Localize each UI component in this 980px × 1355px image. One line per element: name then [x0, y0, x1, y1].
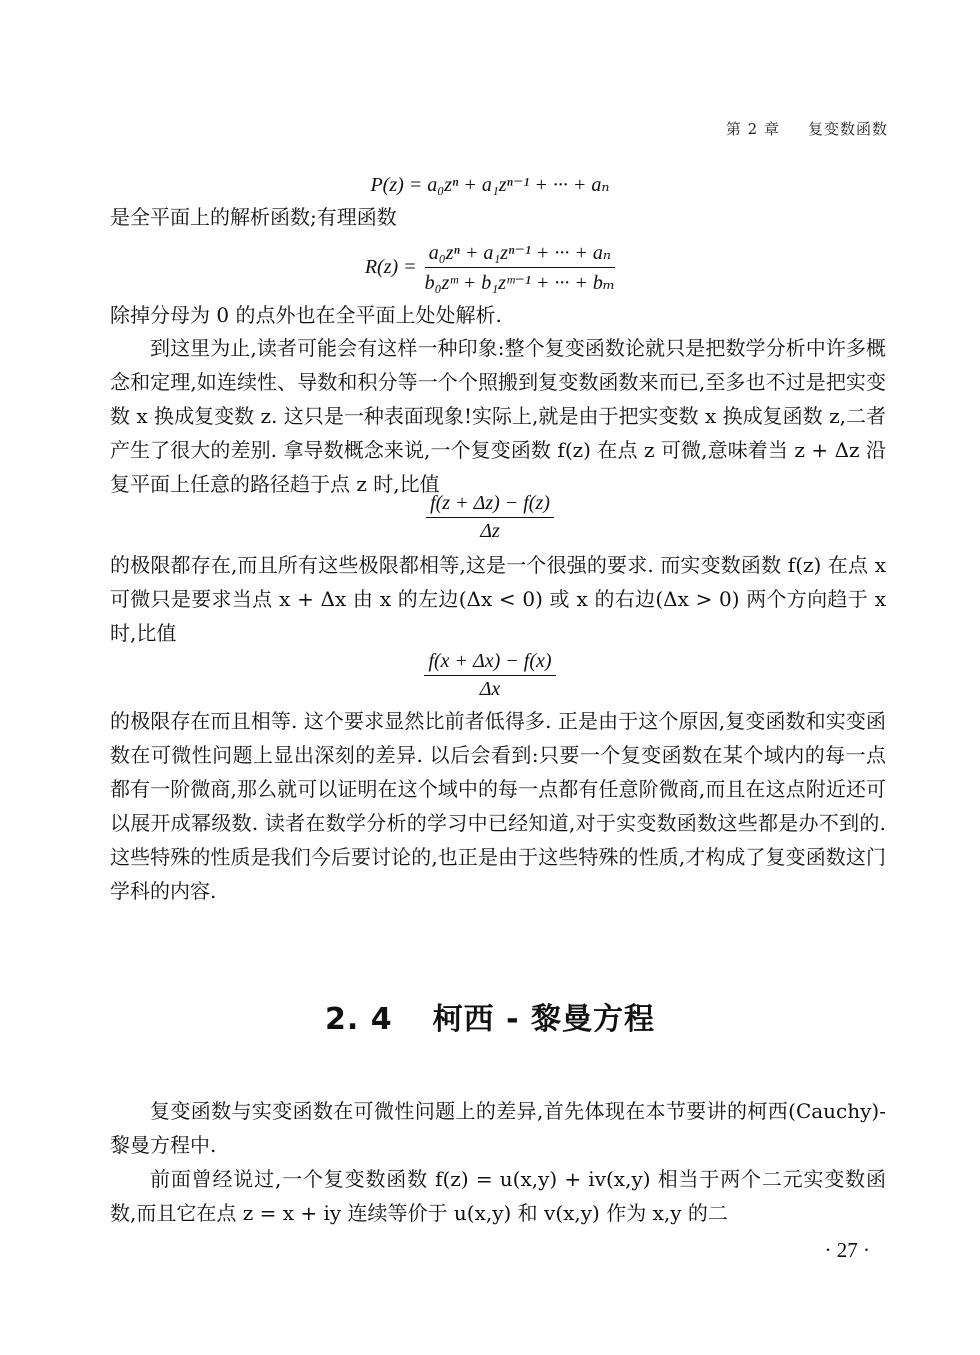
paragraph-3 — [110, 331, 886, 501]
paragraph-2 — [110, 298, 886, 332]
paragraph-5-text: 的极限存在而且相等. 这个要求显然比前者低得多. 正是由于这个原因,复变函数和实变函数在可微性问题上显出深刻的差异. 以后会看到:只要一个复变函数在某个域内的每一点都有一阶微商,那么就可以证明在这个域中的每一点都有任意阶微商,而且在这点附近还可以展开成幂级数. 读者在数学分析的学习中已经知道,对于实变数函数这些都是办不到的. 这些特殊的性质是我们今后要讨论的,也正是由于这些特殊的性质,才构成了复变函数这门学科的内容. — [110, 709, 886, 903]
running-header — [726, 118, 888, 139]
formula-real-denominator: Δx — [479, 678, 501, 700]
paragraph-4-text: 的极限都存在,而且所有这些极限都相等,这是一个很强的要求. 而实变数函数 f(z) 在点 x 可微只是要求当点 x + Δx 由 x 的左边(Δx < 0) 或 x 的右边(Δx > 0) 两个方向趋于 x 时,比值 — [110, 553, 886, 645]
formula-real-numerator: f(x + Δx) − f(x) — [424, 650, 555, 676]
formula-rational-numerator: a₀zⁿ + a₁zⁿ⁻¹ + ··· + aₙ — [425, 240, 615, 268]
paragraph-2-text: 除掉分母为 0 的点外也在全平面上处处解析. — [110, 303, 502, 327]
paragraph-7 — [110, 1162, 886, 1230]
formula-rational-lhs: R(z) = — [364, 256, 417, 278]
section-title-text: 柯西 - 黎曼方程 — [432, 1002, 655, 1037]
formula-polynomial: P(z) = a₀zⁿ + a₁zⁿ⁻¹ + ··· + aₙ — [370, 174, 610, 196]
paragraph-6-text: 复变函数与实变函数在可微性问题上的差异,首先体现在本节要讲的柯西(Cauchy)-黎曼方程中. — [110, 1099, 886, 1157]
section-heading — [0, 994, 980, 1038]
formula-rational-fraction — [425, 240, 615, 295]
formula-complex-numerator: f(z + Δz) − f(z) — [426, 492, 554, 518]
formula-complex-fraction — [426, 492, 554, 543]
chapter-number: 第 2 章 — [725, 120, 780, 138]
formula-rational — [0, 240, 980, 295]
section-number: 2. 4 — [325, 1002, 393, 1037]
formula-complex-quotient — [0, 492, 980, 543]
paragraph-4 — [110, 548, 886, 650]
paragraph-1-text: 是全平面上的解析函数;有理函数 — [110, 205, 397, 229]
paragraph-1 — [110, 200, 886, 234]
paragraph-3-text: 到这里为止,读者可能会有这样一种印象:整个复变函数论就只是把数学分析中许多概念和定理,如连续性、导数和积分等一个个照搬到复变数函数来而已,至多也不过是把实变数 x 换成复变数 z. 这只是一种表面现象!实际上,就是由于把实变数 x 换成复函数 z,二者产生了很大的差别. 拿导数概念来说,一个复变函数 f(z) 在点 z 可微,意味着当 z + Δz 沿复平面上任意的路径趋于点 z 时,比值 — [110, 336, 886, 496]
paragraph-5 — [110, 704, 886, 908]
formula-complex-denominator: Δz — [480, 520, 500, 542]
paragraph-6 — [110, 1094, 886, 1162]
paragraph-7-text: 前面曾经说过,一个复变数函数 f(z) = u(x,y) + iv(x,y) 相当于两个二元实变数函数,而且它在点 z = x + iy 连续等价于 u(x,y) 和 v(x,y) 作为 x,y 的二 — [110, 1167, 886, 1225]
page-number: · 27 · — [824, 1238, 870, 1262]
chapter-title: 复变数函数 — [807, 120, 888, 138]
formula-real-fraction — [424, 650, 555, 701]
formula-rational-denominator: b₀zᵐ + b₁zᵐ⁻¹ + ··· + bₘ — [424, 272, 616, 294]
formula-real-quotient — [0, 650, 980, 701]
